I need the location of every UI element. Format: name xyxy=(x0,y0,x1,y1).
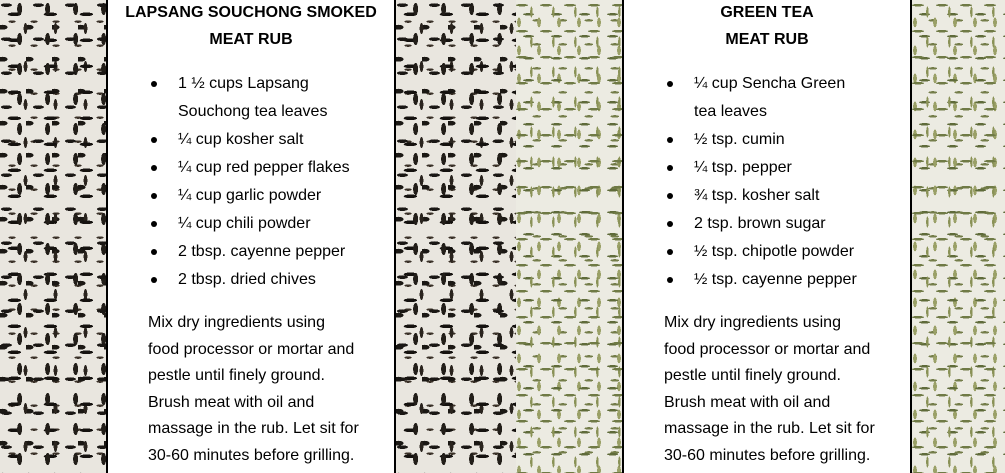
ingredient-item: ¼ cup garlic powder xyxy=(148,182,394,210)
ingredient-item: ½ tsp. cumin xyxy=(664,126,910,154)
ingredient-item: 2 tbsp. cayenne pepper xyxy=(148,238,394,266)
recipe-instructions: Mix dry ingredients using food processor or mortar and pestle until finely ground. Brush meat with oil and massage in the rub. Let sit for 30-60 minutes before grilling. xyxy=(664,314,875,464)
green-tea-leaves-image xyxy=(516,0,622,473)
ingredient-item: ¼ cup Sencha Green tea leaves xyxy=(664,70,910,126)
recipe-instructions: Mix dry ingredients using food processor or mortar and pestle until finely ground. Brush meat with oil and massage in the rub. Let sit for 30-60 minutes before grilling. xyxy=(148,314,359,464)
ingredient-item: 2 tbsp. dried chives xyxy=(148,266,394,294)
black-tea-leaves-image xyxy=(396,0,516,473)
recipe-panel-green-tea xyxy=(624,0,910,473)
recipe-panel-lapsang xyxy=(108,0,394,473)
recipe-title-line1: GREEN TEA xyxy=(720,4,814,21)
green-tea-leaves-image xyxy=(912,0,1005,473)
ingredient-item: ¼ tsp. pepper xyxy=(664,154,910,182)
ingredient-item: 1 ½ cups Lapsang Souchong tea leaves xyxy=(148,70,394,126)
recipe-title xyxy=(108,0,394,53)
ingredient-item: ¾ tsp. kosher salt xyxy=(664,182,910,210)
recipe-title xyxy=(624,0,910,53)
black-tea-leaves-image xyxy=(0,0,106,473)
recipe-title-line2: MEAT RUB xyxy=(725,31,809,48)
ingredient-item: ¼ cup red pepper flakes xyxy=(148,154,394,182)
ingredient-item: 2 tsp. brown sugar xyxy=(664,210,910,238)
recipe-title-line1: LAPSANG SOUCHONG SMOKED xyxy=(125,4,377,21)
ingredient-item: ¼ cup chili powder xyxy=(148,210,394,238)
recipe-title-line2: MEAT RUB xyxy=(209,31,293,48)
ingredient-item: ½ tsp. cayenne pepper xyxy=(664,266,910,294)
ingredient-list xyxy=(148,70,394,294)
ingredient-item: ¼ cup kosher salt xyxy=(148,126,394,154)
ingredient-list xyxy=(664,70,910,294)
ingredient-item: ½ tsp. chipotle powder xyxy=(664,238,910,266)
